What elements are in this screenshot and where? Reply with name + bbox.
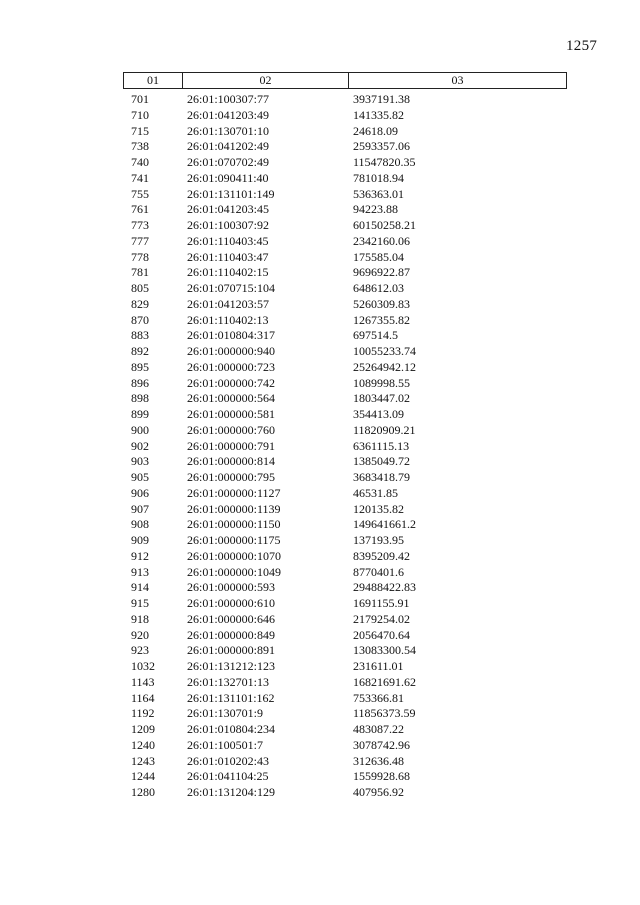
value-cell: 2593357.06 bbox=[353, 139, 410, 154]
value-cell: 1691155.91 bbox=[353, 596, 410, 610]
table-row bbox=[123, 202, 567, 218]
cadastral-number-cell: 26:01:100307:92 bbox=[187, 218, 270, 232]
data-table bbox=[123, 72, 567, 801]
table-row bbox=[123, 549, 567, 565]
table-row bbox=[123, 423, 567, 439]
table-row bbox=[123, 470, 567, 486]
cadastral-number-cell: 26:01:000000:593 bbox=[187, 580, 276, 595]
row-number-cell: 905 bbox=[131, 470, 149, 484]
value-cell: 24618.09 bbox=[353, 123, 398, 138]
page-number: 1257 bbox=[566, 38, 598, 54]
table-row bbox=[123, 612, 567, 628]
row-number-cell: 909 bbox=[131, 533, 149, 547]
table-row bbox=[123, 218, 567, 234]
table-row bbox=[123, 155, 567, 171]
table-row bbox=[123, 580, 567, 596]
cadastral-number-cell: 26:01:110403:45 bbox=[187, 233, 269, 248]
row-number-cell: 918 bbox=[131, 611, 149, 626]
row-number-cell: 710 bbox=[131, 107, 149, 122]
cadastral-number-cell: 26:01:100307:77 bbox=[187, 92, 270, 106]
cadastral-number-cell: 26:01:000000:814 bbox=[187, 454, 276, 469]
row-number-cell: 738 bbox=[131, 139, 149, 154]
table-row bbox=[123, 187, 567, 203]
row-number-cell: 870 bbox=[131, 312, 149, 327]
table-row bbox=[123, 171, 567, 187]
cadastral-number-cell: 26:01:000000:564 bbox=[187, 391, 276, 406]
cadastral-number-cell: 26:01:130701:10 bbox=[187, 123, 270, 138]
table-row bbox=[123, 706, 567, 722]
row-number-cell: 701 bbox=[131, 92, 149, 106]
cadastral-number-cell: 26:01:132701:13 bbox=[187, 674, 270, 689]
value-cell: 13083300.54 bbox=[353, 643, 416, 658]
table-row bbox=[123, 92, 567, 108]
row-number-cell: 892 bbox=[131, 344, 149, 358]
cadastral-number-cell: 26:01:000000:791 bbox=[187, 438, 276, 453]
cadastral-number-cell: 26:01:131101:149 bbox=[187, 186, 275, 201]
value-cell: 8395209.42 bbox=[353, 548, 410, 563]
column-header-01: 01 bbox=[124, 73, 183, 88]
row-number-cell: 907 bbox=[131, 501, 149, 516]
table-row bbox=[123, 769, 567, 785]
value-cell: 1267355.82 bbox=[353, 312, 410, 327]
row-number-cell: 1240 bbox=[131, 737, 155, 752]
table-row bbox=[123, 691, 567, 707]
value-cell: 536363.01 bbox=[353, 186, 404, 201]
row-number-cell: 923 bbox=[131, 643, 149, 658]
value-cell: 3937191.38 bbox=[353, 92, 410, 106]
cadastral-number-cell: 26:01:000000:1175 bbox=[187, 533, 281, 547]
row-number-cell: 1209 bbox=[131, 722, 155, 736]
row-number-cell: 740 bbox=[131, 155, 149, 169]
value-cell: 6361115.13 bbox=[353, 438, 410, 453]
table-row bbox=[123, 124, 567, 140]
cadastral-number-cell: 26:01:110403:47 bbox=[187, 249, 269, 264]
table-row bbox=[123, 454, 567, 470]
column-header-03: 03 bbox=[451, 73, 464, 87]
cadastral-number-cell: 26:01:010202:43 bbox=[187, 753, 270, 768]
row-number-cell: 914 bbox=[131, 580, 149, 595]
value-cell: 29488422.83 bbox=[353, 580, 416, 595]
value-cell: 2342160.06 bbox=[353, 233, 410, 248]
cadastral-number-cell: 26:01:000000:940 bbox=[187, 344, 276, 358]
row-number-cell: 920 bbox=[131, 627, 149, 642]
table-row bbox=[123, 722, 567, 738]
table-row bbox=[123, 281, 567, 297]
table-row bbox=[123, 407, 567, 423]
table-row bbox=[123, 297, 567, 313]
table-row bbox=[123, 391, 567, 407]
cadastral-number-cell: 26:01:000000:1139 bbox=[187, 501, 281, 516]
cadastral-number-cell: 26:01:041104:25 bbox=[187, 769, 269, 784]
row-number-cell: 883 bbox=[131, 328, 149, 343]
column-header-02: 02 bbox=[183, 73, 349, 88]
row-number-cell: 908 bbox=[131, 517, 149, 532]
row-number-cell: 899 bbox=[131, 407, 149, 421]
value-cell: 120135.82 bbox=[353, 501, 404, 516]
cadastral-number-cell: 26:01:000000:742 bbox=[187, 375, 276, 390]
value-cell: 753366.81 bbox=[353, 690, 404, 705]
table-row bbox=[123, 139, 567, 155]
cadastral-number-cell: 26:01:000000:581 bbox=[187, 407, 276, 421]
row-number-cell: 829 bbox=[131, 296, 149, 311]
table-row bbox=[123, 675, 567, 691]
value-cell: 60150258.21 bbox=[353, 218, 416, 232]
cadastral-number-cell: 26:01:131204:129 bbox=[187, 785, 276, 799]
cadastral-number-cell: 26:01:100501:7 bbox=[187, 737, 264, 752]
table-row bbox=[123, 265, 567, 281]
value-cell: 354413.09 bbox=[353, 407, 404, 421]
cadastral-number-cell: 26:01:000000:849 bbox=[187, 627, 276, 642]
cadastral-number-cell: 26:01:131212:123 bbox=[187, 659, 276, 673]
cadastral-number-cell: 26:01:000000:891 bbox=[187, 643, 276, 658]
value-cell: 16821691.62 bbox=[353, 674, 416, 689]
row-number-cell: 902 bbox=[131, 438, 149, 453]
table-row bbox=[123, 659, 567, 675]
value-cell: 9696922.87 bbox=[353, 265, 410, 280]
table-body bbox=[123, 89, 567, 801]
value-cell: 697514.5 bbox=[353, 328, 398, 343]
table-row bbox=[123, 785, 567, 801]
value-cell: 781018.94 bbox=[353, 170, 404, 185]
table-header bbox=[123, 72, 567, 89]
value-cell: 11856373.59 bbox=[353, 706, 416, 721]
value-cell: 407956.92 bbox=[353, 785, 404, 799]
table-row bbox=[123, 486, 567, 502]
value-cell: 149641661.2 bbox=[353, 517, 416, 532]
value-cell: 648612.03 bbox=[353, 281, 404, 295]
row-number-cell: 900 bbox=[131, 422, 149, 437]
table-row bbox=[123, 565, 567, 581]
value-cell: 3078742.96 bbox=[353, 737, 410, 752]
row-number-cell: 1244 bbox=[131, 769, 155, 784]
row-number-cell: 896 bbox=[131, 375, 149, 390]
table-row bbox=[123, 439, 567, 455]
cadastral-number-cell: 26:01:041203:49 bbox=[187, 107, 270, 122]
table-row bbox=[123, 517, 567, 533]
value-cell: 25264942.12 bbox=[353, 359, 416, 374]
row-number-cell: 715 bbox=[131, 123, 149, 138]
table-row bbox=[123, 234, 567, 250]
cadastral-number-cell: 26:01:000000:646 bbox=[187, 611, 276, 626]
cadastral-number-cell: 26:01:000000:1049 bbox=[187, 564, 282, 579]
cadastral-number-cell: 26:01:110402:15 bbox=[187, 265, 269, 280]
row-number-cell: 1243 bbox=[131, 753, 155, 768]
table-row bbox=[123, 250, 567, 266]
row-number-cell: 1032 bbox=[131, 659, 155, 673]
value-cell: 2056470.64 bbox=[353, 627, 410, 642]
cadastral-number-cell: 26:01:000000:610 bbox=[187, 596, 276, 610]
cadastral-number-cell: 26:01:010804:234 bbox=[187, 722, 276, 736]
cadastral-number-cell: 26:01:070715:104 bbox=[187, 281, 276, 295]
table-row bbox=[123, 313, 567, 329]
row-number-cell: 773 bbox=[131, 218, 149, 232]
row-number-cell: 805 bbox=[131, 281, 149, 295]
row-number-cell: 895 bbox=[131, 359, 149, 374]
table-row bbox=[123, 754, 567, 770]
row-number-cell: 912 bbox=[131, 548, 149, 563]
table-row bbox=[123, 376, 567, 392]
table-row bbox=[123, 643, 567, 659]
row-number-cell: 777 bbox=[131, 233, 149, 248]
table-row bbox=[123, 108, 567, 124]
value-cell: 1385049.72 bbox=[353, 454, 410, 469]
cadastral-number-cell: 26:01:130701:9 bbox=[187, 706, 264, 721]
table-row bbox=[123, 502, 567, 518]
row-number-cell: 761 bbox=[131, 202, 149, 217]
row-number-cell: 915 bbox=[131, 596, 149, 610]
row-number-cell: 1143 bbox=[131, 674, 155, 689]
cadastral-number-cell: 26:01:041203:45 bbox=[187, 202, 270, 217]
value-cell: 5260309.83 bbox=[353, 296, 410, 311]
value-cell: 10055233.74 bbox=[353, 344, 416, 358]
row-number-cell: 778 bbox=[131, 249, 149, 264]
cadastral-number-cell: 26:01:131101:162 bbox=[187, 690, 275, 705]
value-cell: 46531.85 bbox=[353, 485, 398, 500]
cadastral-number-cell: 26:01:000000:1150 bbox=[187, 517, 281, 532]
value-cell: 94223.88 bbox=[353, 202, 398, 217]
cadastral-number-cell: 26:01:041203:57 bbox=[187, 296, 270, 311]
value-cell: 11820909.21 bbox=[353, 422, 416, 437]
cadastral-number-cell: 26:01:000000:795 bbox=[187, 470, 276, 484]
table-row bbox=[123, 738, 567, 754]
value-cell: 483087.22 bbox=[353, 722, 404, 736]
value-cell: 8770401.6 bbox=[353, 564, 404, 579]
cadastral-number-cell: 26:01:090411:40 bbox=[187, 170, 269, 185]
table-row bbox=[123, 328, 567, 344]
row-number-cell: 903 bbox=[131, 454, 149, 469]
table-row bbox=[123, 533, 567, 549]
cadastral-number-cell: 26:01:000000:1070 bbox=[187, 548, 282, 563]
cadastral-number-cell: 26:01:041202:49 bbox=[187, 139, 270, 154]
cadastral-number-cell: 26:01:000000:760 bbox=[187, 422, 276, 437]
table-row bbox=[123, 628, 567, 644]
value-cell: 11547820.35 bbox=[353, 155, 416, 169]
row-number-cell: 755 bbox=[131, 186, 149, 201]
cadastral-number-cell: 26:01:070702:49 bbox=[187, 155, 270, 169]
table-row bbox=[123, 596, 567, 612]
row-number-cell: 906 bbox=[131, 485, 149, 500]
row-number-cell: 1192 bbox=[131, 706, 155, 721]
value-cell: 137193.95 bbox=[353, 533, 404, 547]
cadastral-number-cell: 26:01:010804:317 bbox=[187, 328, 276, 343]
row-number-cell: 1164 bbox=[131, 690, 155, 705]
value-cell: 1559928.68 bbox=[353, 769, 410, 784]
row-number-cell: 741 bbox=[131, 170, 149, 185]
cadastral-number-cell: 26:01:110402:13 bbox=[187, 312, 269, 327]
value-cell: 312636.48 bbox=[353, 753, 404, 768]
cadastral-number-cell: 26:01:000000:723 bbox=[187, 359, 276, 374]
value-cell: 2179254.02 bbox=[353, 611, 410, 626]
row-number-cell: 1280 bbox=[131, 785, 155, 799]
table-row bbox=[123, 344, 567, 360]
value-cell: 3683418.79 bbox=[353, 470, 410, 484]
row-number-cell: 898 bbox=[131, 391, 149, 406]
table-row bbox=[123, 360, 567, 376]
value-cell: 1089998.55 bbox=[353, 375, 410, 390]
value-cell: 1803447.02 bbox=[353, 391, 410, 406]
row-number-cell: 781 bbox=[131, 265, 149, 280]
cadastral-number-cell: 26:01:000000:1127 bbox=[187, 485, 281, 500]
row-number-cell: 913 bbox=[131, 564, 149, 579]
value-cell: 141335.82 bbox=[353, 107, 404, 122]
value-cell: 175585.04 bbox=[353, 249, 404, 264]
value-cell: 231611.01 bbox=[353, 659, 404, 673]
